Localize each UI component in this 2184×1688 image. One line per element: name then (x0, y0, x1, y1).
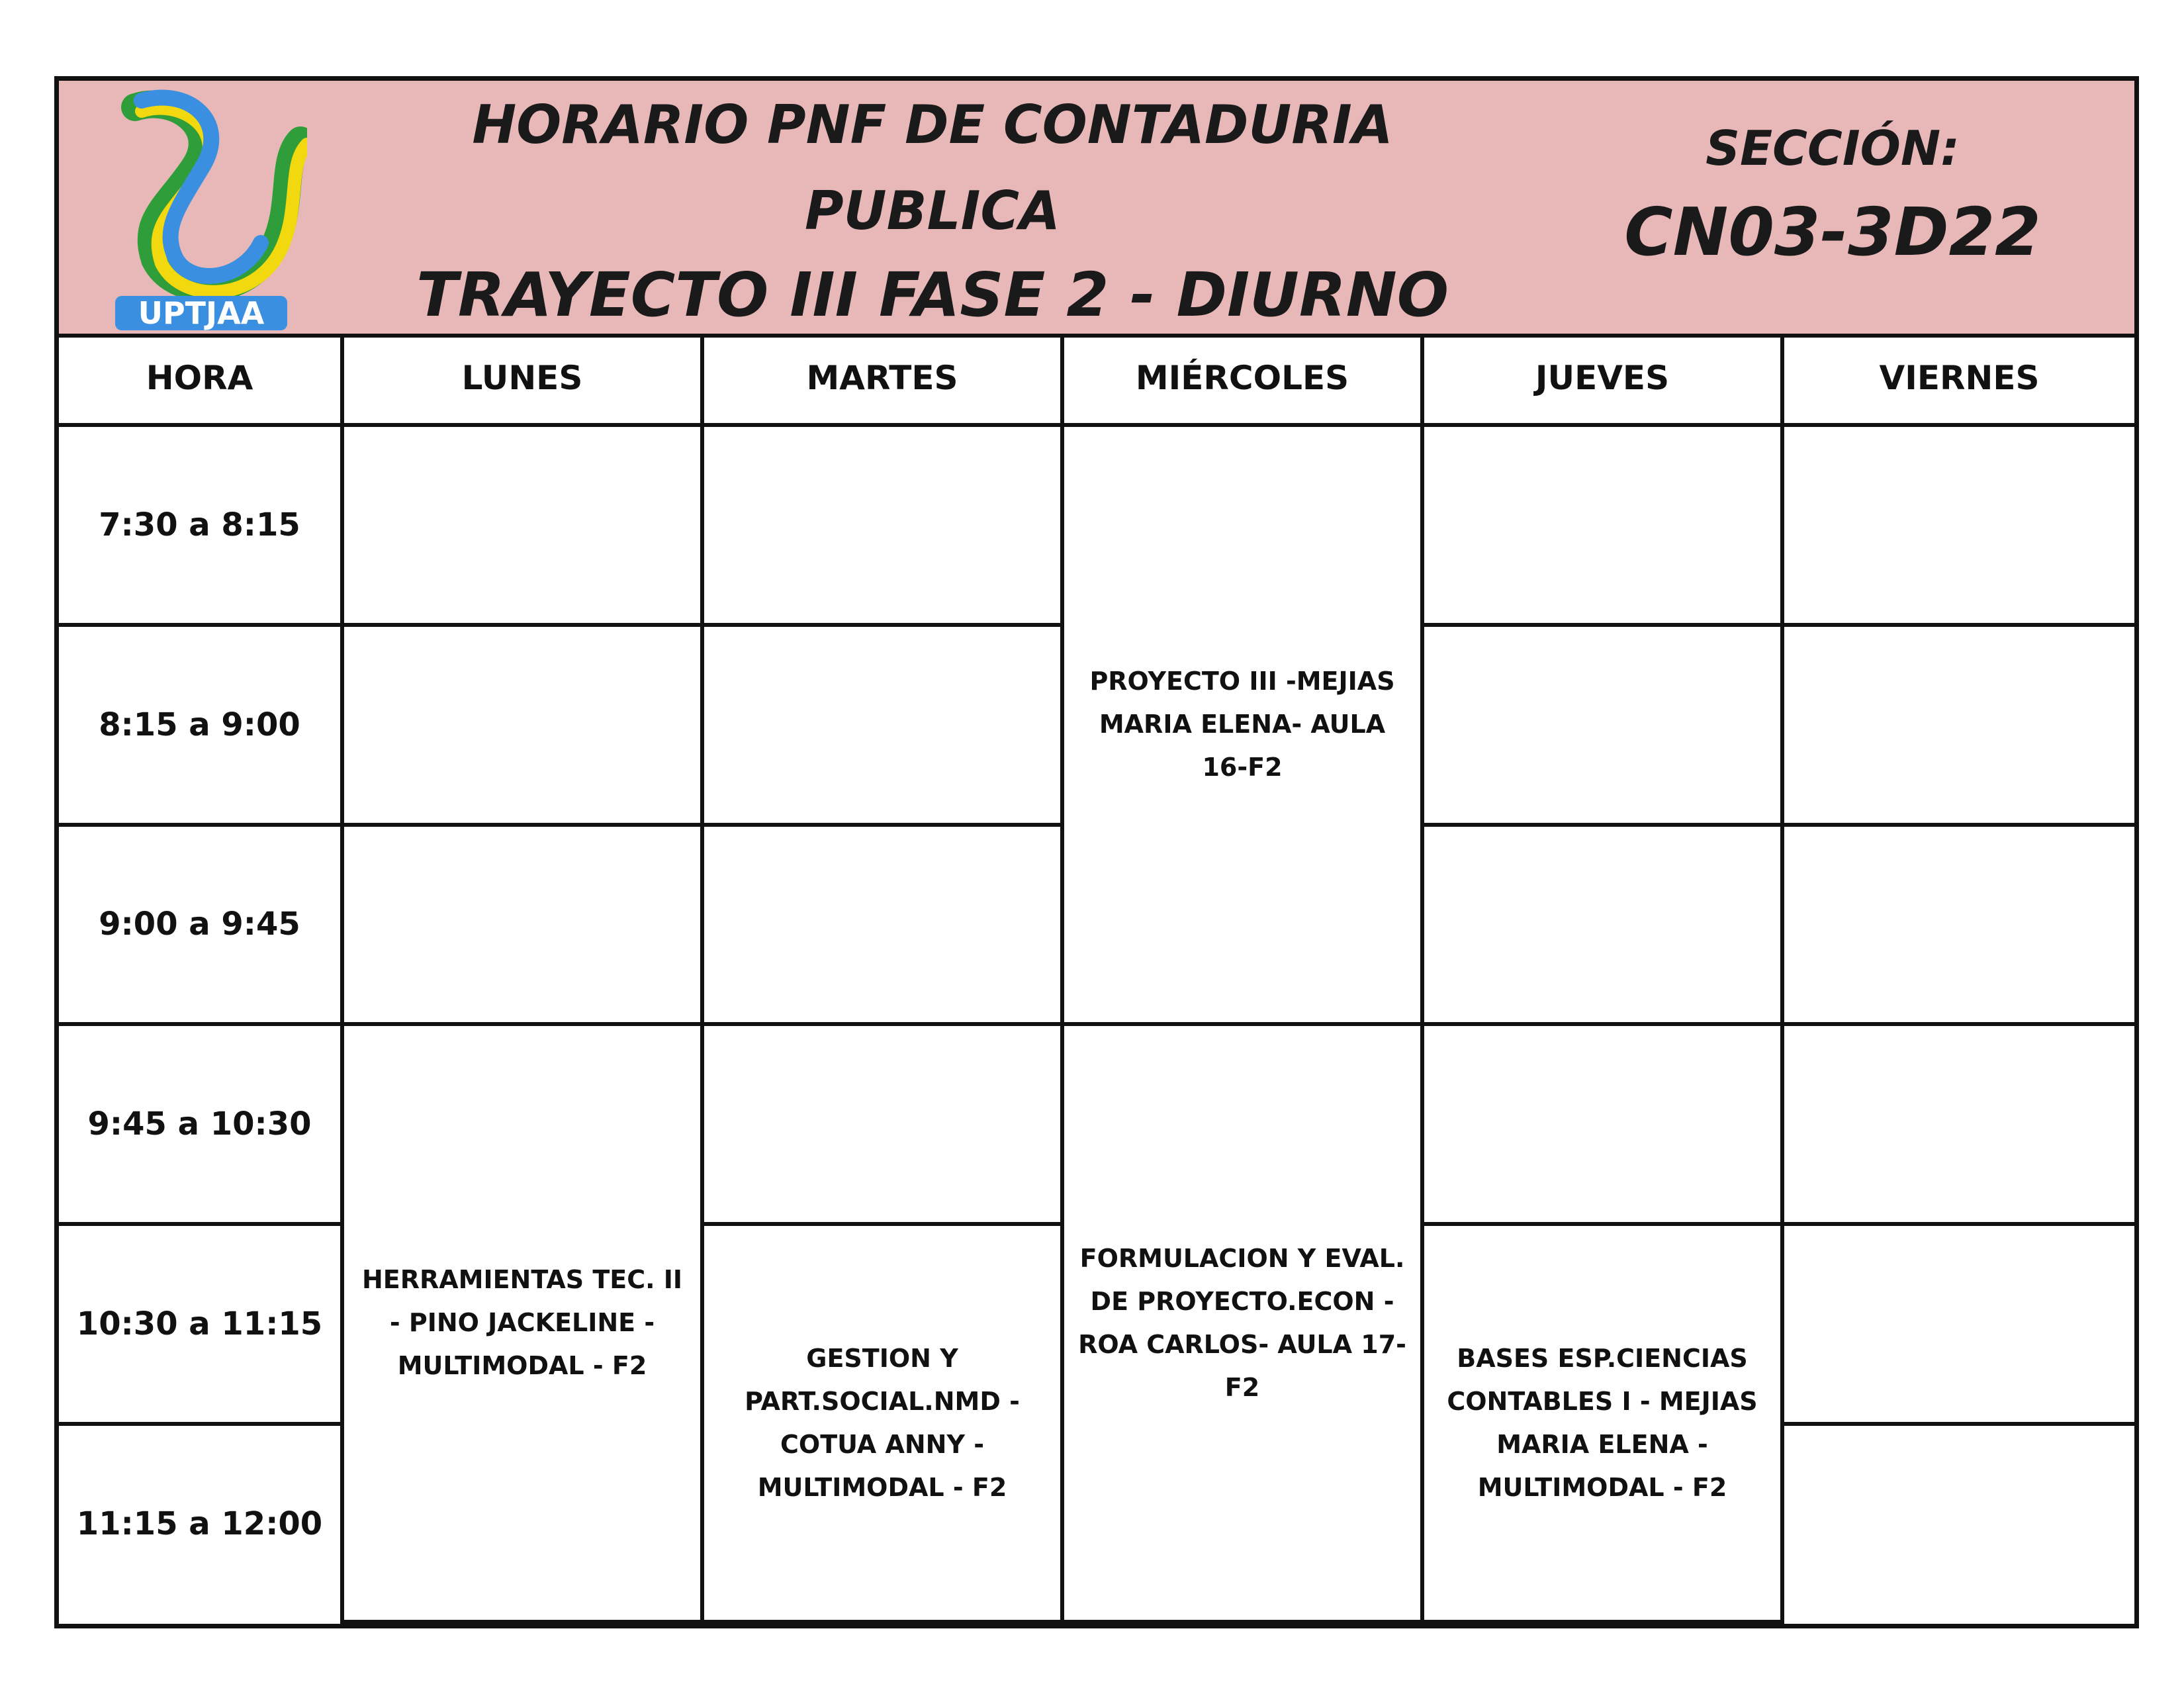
class-cell-proyecto: PROYECTO III -MEJIAS MARIA ELENA- AULA 16-F2 (1062, 425, 1422, 1025)
empty-cell (1422, 625, 1782, 825)
empty-cell (702, 625, 1062, 825)
class-cell-formulacion: FORMULACION Y EVAL. DE PROYECTO.ECON - ROA CARLOS- AULA 17-F2 (1062, 1024, 1422, 1622)
column-header-viernes: VIERNES (1782, 334, 2134, 425)
schedule-table (59, 334, 2134, 1624)
class-cell-herramientas: HERRAMIENTAS TEC. II - PINO JACKELINE - MULTIMODAL - F2 (342, 1024, 702, 1622)
header-banner (59, 81, 2134, 338)
hour-cell: 8:15 a 9:00 (59, 625, 342, 825)
empty-cell (342, 425, 702, 625)
section-code: CN03-3D22 (1624, 193, 2041, 271)
svg-text:UPTJAA: UPTJAA (138, 295, 265, 331)
empty-cell (1782, 1224, 2134, 1424)
title-line-1: HORARIO PNF DE CONTADURIA (472, 94, 1393, 156)
empty-cell (342, 825, 702, 1025)
empty-cell (1782, 1424, 2134, 1622)
empty-cell (1782, 425, 2134, 625)
class-cell-bases: BASES ESP.CIENCIAS CONTABLES I - MEJIAS MARIA ELENA - MULTIMODAL - F2 (1422, 1224, 1782, 1622)
title-line-2: PUBLICA (805, 180, 1060, 242)
header-row (59, 334, 2134, 425)
class-cell-gestion: GESTION Y PART.SOCIAL.NMD - COTUA ANNY - MULTIMODAL - F2 (702, 1224, 1062, 1622)
column-header-hora: HORA (59, 334, 342, 425)
time-slot-row (59, 1024, 2134, 1224)
hour-cell: 9:45 a 10:30 (59, 1024, 342, 1224)
column-header-miercoles: MIÉRCOLES (1062, 334, 1422, 425)
empty-cell (1422, 425, 1782, 625)
hour-cell: 7:30 a 8:15 (59, 425, 342, 625)
schedule-sheet (54, 76, 2139, 1628)
time-slot-row (59, 425, 2134, 625)
empty-cell (1782, 1024, 2134, 1224)
empty-cell (1782, 625, 2134, 825)
empty-cell (702, 825, 1062, 1025)
column-header-lunes: LUNES (342, 334, 702, 425)
uptjaa-logo (95, 87, 307, 334)
empty-cell (1422, 1024, 1782, 1224)
title-line-3: TRAYECTO III FASE 2 - DIURNO (416, 259, 1449, 330)
section-label: SECCIÓN: (1706, 120, 1960, 176)
empty-cell (342, 625, 702, 825)
hour-cell: 9:00 a 9:45 (59, 825, 342, 1025)
empty-cell (702, 1024, 1062, 1224)
hour-cell: 11:15 a 12:00 (59, 1424, 342, 1622)
column-header-martes: MARTES (702, 334, 1062, 425)
empty-cell (702, 425, 1062, 625)
column-header-jueves: JUEVES (1422, 334, 1782, 425)
hour-cell: 10:30 a 11:15 (59, 1224, 342, 1424)
empty-cell (1422, 825, 1782, 1025)
empty-cell (1782, 825, 2134, 1025)
